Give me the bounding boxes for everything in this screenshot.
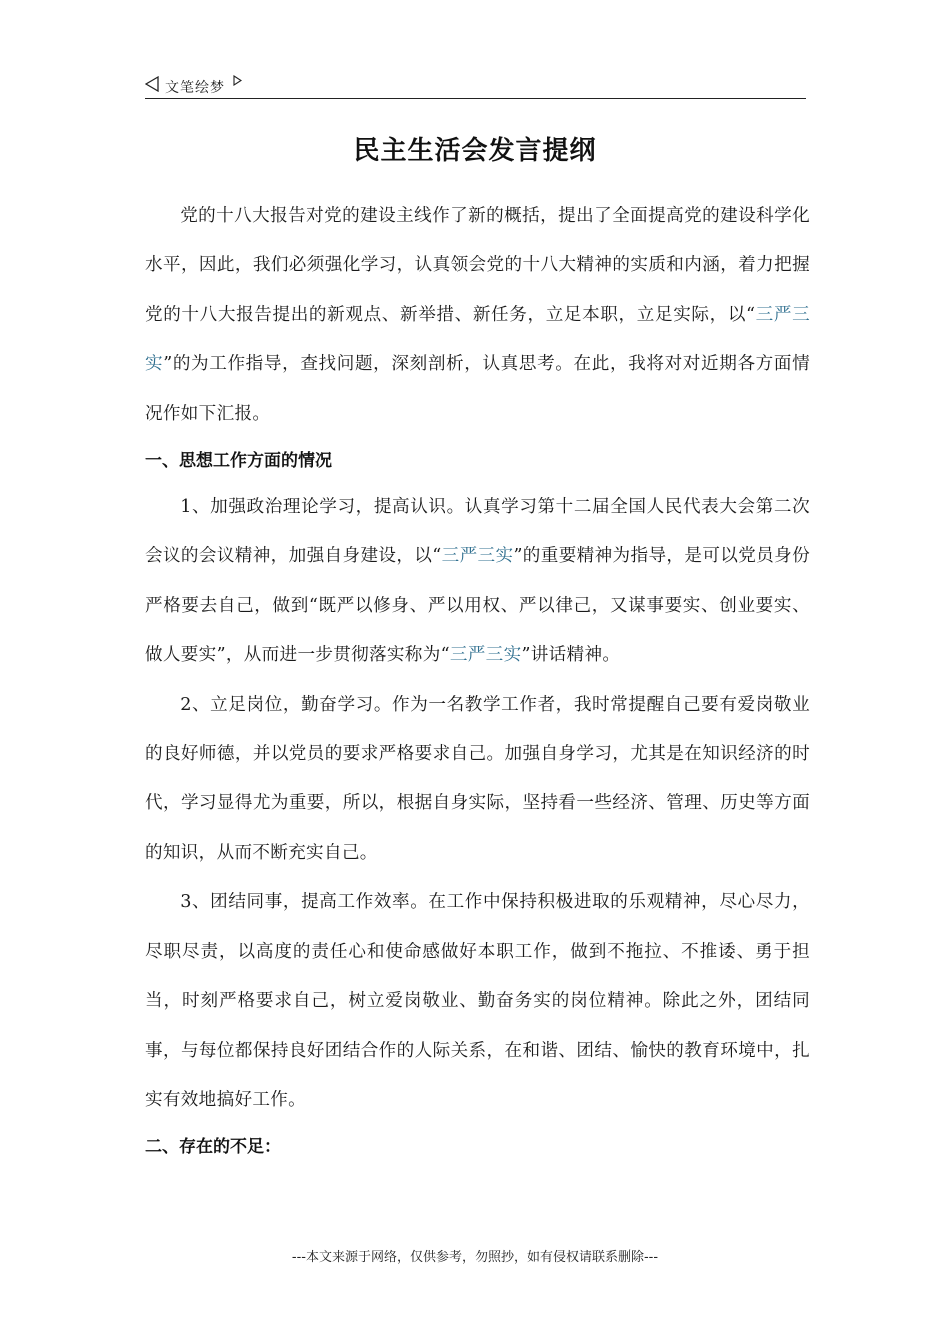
- intro-text-1: 党的十八大报告对党的建设主线作了新的概括，提出了全面提高党的建设科学化水平，因此，我们必须强化学习，认真领会党的十八大精神的实质和内涵，着力把握党的十八大报告提出的新观点、新举措、新任务，立足本职，立足实际，以“: [145, 206, 810, 325]
- highlight-term: 三严三实: [145, 304, 811, 375]
- item1-text-1: 1、加强政治理论学习，提高认识。认真学习第十二届全国人民代表大会第二次会议的会议精神，加强自身建设，以“: [145, 497, 810, 567]
- highlight-term: 三严三实: [449, 645, 522, 666]
- highlight-term: 三严三实: [441, 546, 514, 567]
- section-heading-2: 二、存在的不足：: [145, 1137, 281, 1158]
- item-paragraph-3: 3、团结同事，提高工作效率。在工作中保持积极进取的乐观精神，尽心尽力，尽职尽责，以高度的责任心和使命感做好本职工作，做到不拖拉、不推诿、勇于担当，时刻严格要求自己，树立爱岗敬业、勤奋务实的岗位精神。除此之外，团结同事，与每位都保持良好团结合作的人际关系，在和谐、团结、愉快的教育环境中，扎实有效地搞好工作。: [145, 892, 810, 1110]
- item1-text-3: ”讲话精神。: [521, 645, 621, 666]
- page-header: [145, 72, 806, 99]
- triangle-right-icon: [233, 75, 242, 86]
- header-brand: 文笔绘梦: [165, 80, 225, 96]
- document-body: [145, 192, 810, 1169]
- intro-paragraph: [145, 192, 810, 439]
- item-paragraph-1: [145, 483, 810, 681]
- intro-text-2: ”的为工作指导，查找问题，深刻剖析，认真思考。在此，我将对对近期各方面情况作如下汇报。: [145, 354, 810, 424]
- triangle-left-icon: [145, 76, 159, 92]
- section-heading-1: 一、思想工作方面的情况: [145, 451, 332, 472]
- item1-text-2: ”的重要精神为指导，是可以党员身份严格要去自己，做到“既严以修身、严以用权、严以律己，又谋事要实、创业要实、做人要实”，从而进一步贯彻落实称为“: [145, 546, 810, 666]
- item-paragraph-2: 2、立足岗位，勤奋学习。作为一名教学工作者，我时常提醒自己要有爱岗敬业的良好师德，并以党员的要求严格要求自己。加强自身学习，尤其是在知识经济的时代，学习显得尤为重要，所以，根据自身实际，坚持看一些经济、管理、历史等方面的知识，从而不断充实自己。: [145, 694, 810, 863]
- footer-note: ---本文来源于网络，仅供参考，勿照抄，如有侵权请联系删除---: [291, 1250, 659, 1265]
- document-title: 民主生活会发言提纲: [353, 136, 597, 166]
